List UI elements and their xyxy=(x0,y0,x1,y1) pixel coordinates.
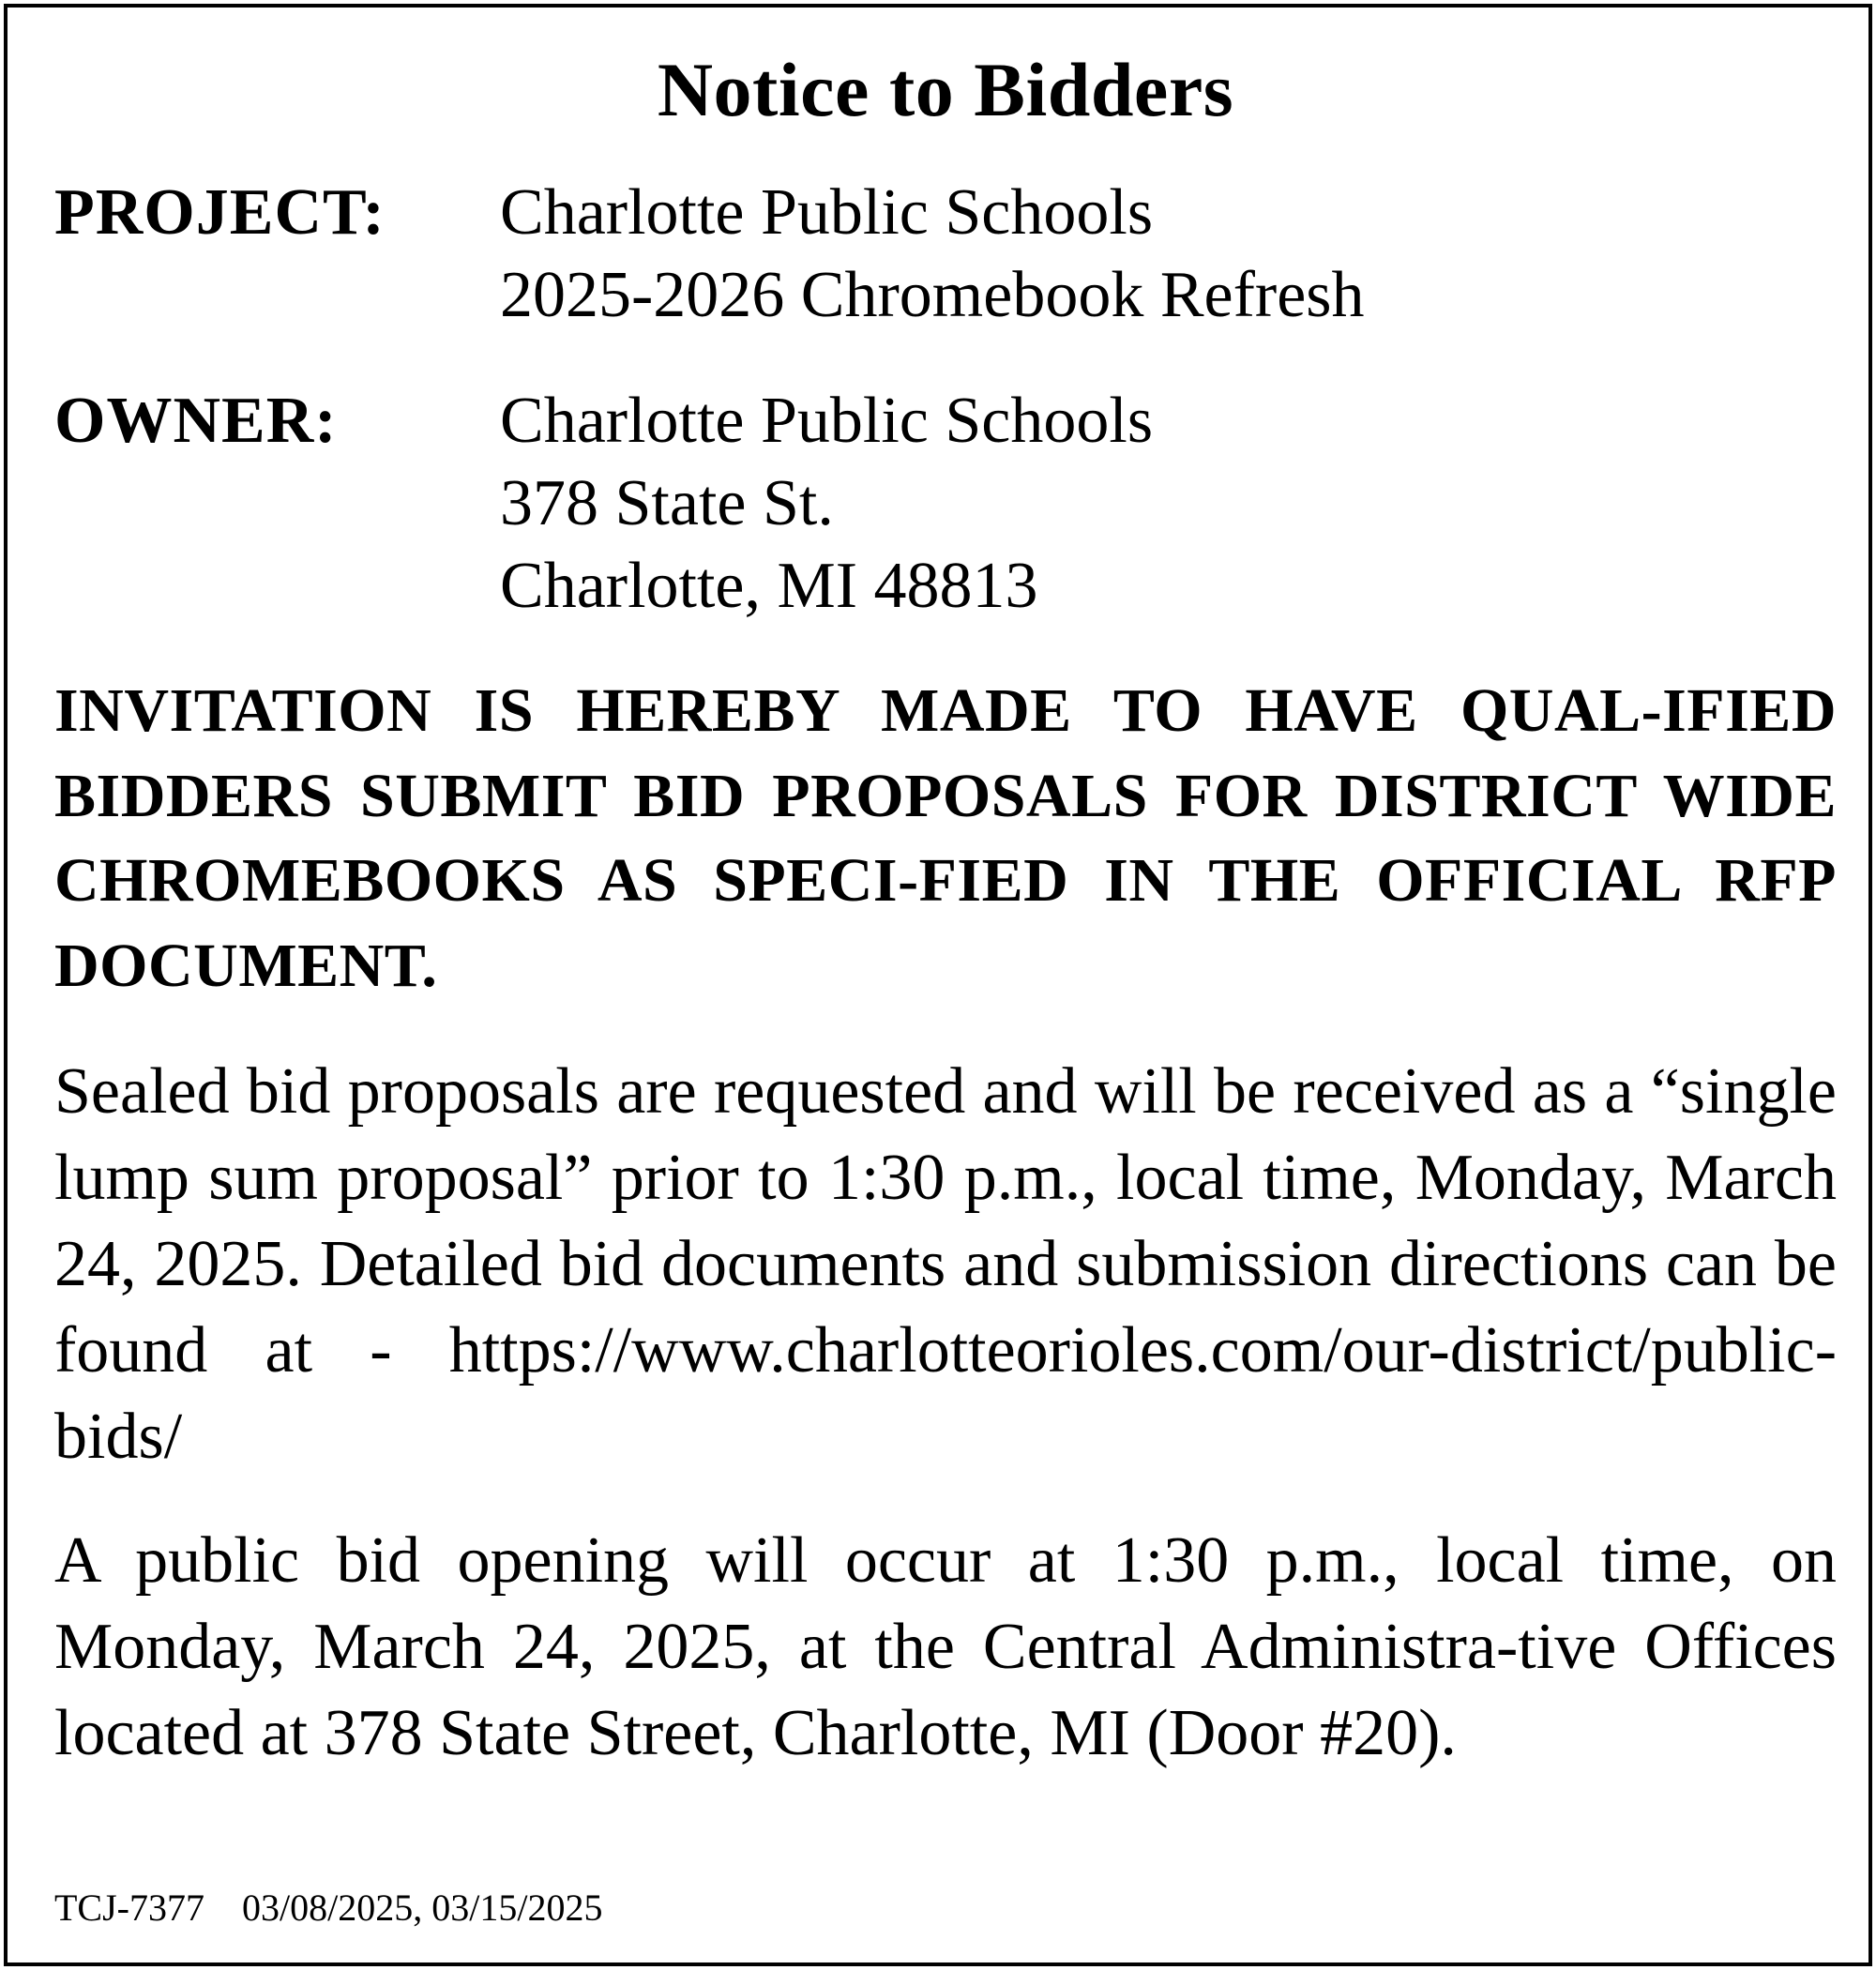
sealed-bids-paragraph: Sealed bid proposals are requested and will be received as a “single lump sum proposal” prior to 1:30 p.m., local time, Monday, March 24, 2025. Detailed bid documents and submission directions can be found at - https://www.charlotteorioles.com/our-district/public-bids/ xyxy=(54,1055,1837,1473)
project-line-1: Charlotte Public Schools xyxy=(500,176,1154,249)
bid-opening-paragraph: A public bid opening will occur at 1:30 p.m., local time, on Monday, March 24, 2025, at the Central Administra-tive Offices located at 378 State Street, Charlotte, MI (Door #20). xyxy=(54,1524,1837,1769)
footer-reference: TCJ-7377 xyxy=(54,1887,204,1929)
owner-line-2: 378 State St. xyxy=(500,467,834,539)
notice-border xyxy=(4,4,1872,1966)
publication-footer xyxy=(54,1886,602,1931)
footer-dates: 03/08/2025, 03/15/2025 xyxy=(242,1887,603,1929)
invitation-statement: INVITATION IS HEREBY MADE TO HAVE QUAL-IFIED BIDDERS SUBMIT BID PROPOSALS FOR DISTRICT WIDE CHROMEBOOKS AS SPECI-FIED IN THE OFFICIAL RFP DOCUMENT. xyxy=(54,676,1837,1000)
notice-title: Notice to Bidders xyxy=(657,47,1234,132)
owner-label: OWNER: xyxy=(54,385,338,457)
project-label: PROJECT: xyxy=(54,176,386,249)
project-line-2: 2025-2026 Chromebook Refresh xyxy=(500,259,1365,331)
owner-line-1: Charlotte Public Schools xyxy=(500,385,1154,457)
owner-line-3: Charlotte, MI 48813 xyxy=(500,550,1038,622)
